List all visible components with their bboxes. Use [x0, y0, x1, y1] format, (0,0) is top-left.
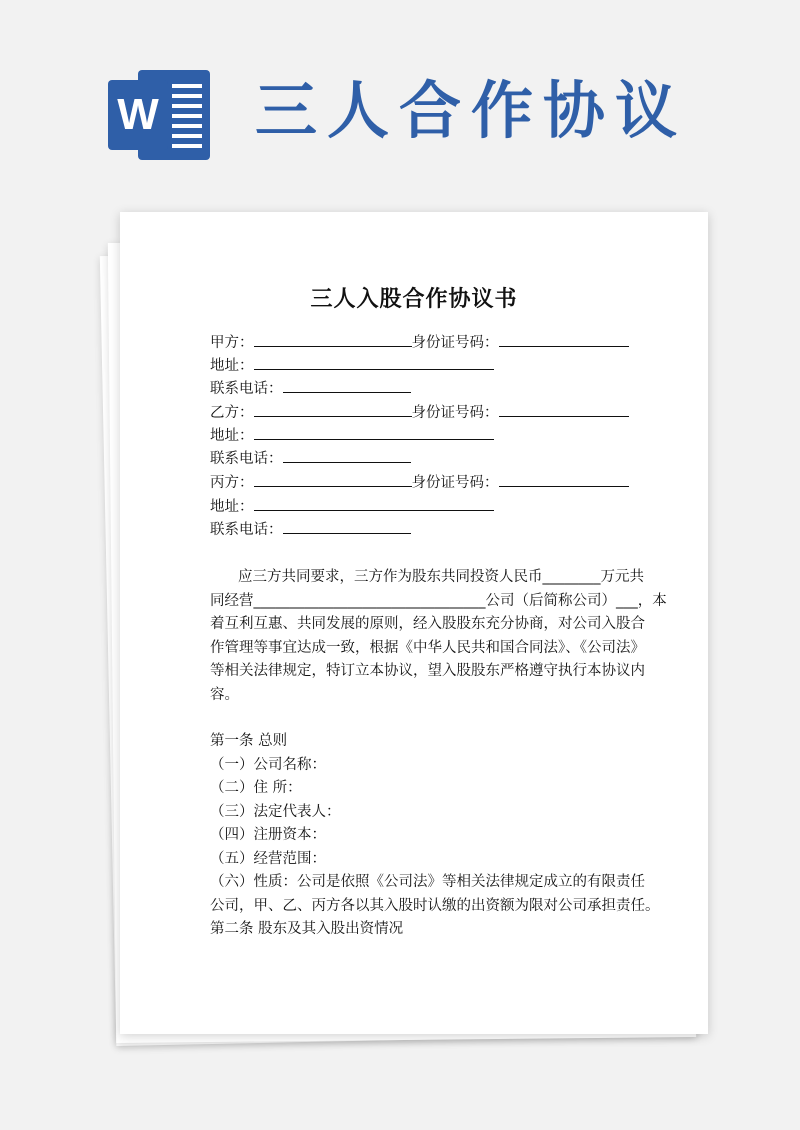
word-document-icon — [108, 70, 212, 162]
article-1-heading: 第一条 总则 — [210, 733, 288, 749]
party-c-address-row — [210, 496, 494, 519]
party-a-id-field[interactable] — [499, 332, 629, 347]
article-1-item: （四）注册资本： — [210, 827, 326, 843]
party-a-phone-label: 联系电话： — [210, 381, 283, 397]
party-a-phone-row — [210, 378, 411, 401]
party-a-id-label: 身份证号码： — [411, 335, 499, 351]
article-2-heading: 第二条 股东及其入股出资情况 — [210, 921, 404, 937]
article-1-item: （六）性质：公司是依照《公司法》等相关法律规定成立的有限责任 — [210, 874, 645, 890]
party-a-label: 甲方： — [210, 335, 254, 351]
party-a-row — [210, 332, 629, 355]
article-1-item: （三）法定代表人： — [210, 803, 341, 820]
article-1-item: （一）公司名称： — [210, 756, 326, 773]
intro-line: 着互利互惠、共同发展的原则，经入股股东充分协商，对公司入股合 — [210, 616, 645, 632]
party-b-phone-row — [210, 448, 411, 471]
document-title: 三人入股合作协议书 — [310, 287, 518, 312]
article-1 — [210, 730, 660, 942]
party-b-address-field[interactable] — [254, 425, 494, 440]
party-c-phone-field[interactable] — [283, 519, 411, 534]
article-1-item: 公司，甲、乙、丙方各以其入股时认缴的出资额为限对公司承担责任。 — [210, 897, 660, 914]
party-c-id-field[interactable] — [499, 472, 629, 487]
party-b-id-field[interactable] — [499, 402, 629, 417]
party-c-label: 丙方： — [210, 475, 254, 491]
party-c-id-label: 身份证号码： — [411, 475, 499, 491]
party-a-address-field[interactable] — [254, 355, 494, 370]
party-c-phone-row — [210, 519, 411, 542]
party-c-name-field[interactable] — [254, 472, 412, 487]
party-b-name-field[interactable] — [254, 402, 412, 417]
party-a-phone-field[interactable] — [283, 378, 411, 393]
party-b-address-row — [210, 425, 494, 448]
party-b-address-label: 地址： — [210, 428, 254, 444]
page-title: 三人合作协议 — [255, 74, 688, 147]
party-b-label: 乙方： — [210, 405, 254, 421]
party-a-address-row — [210, 355, 494, 378]
party-c-address-label: 地址： — [210, 499, 254, 515]
party-a-address-label: 地址： — [210, 358, 254, 374]
party-a-name-field[interactable] — [254, 332, 412, 347]
intro-line: 作管理等事宜达成一致，根据《中华人民共和国合同法》、《公司法》 — [210, 639, 645, 656]
party-b-id-label: 身份证号码： — [411, 405, 499, 421]
intro-line: 等相关法律规定，特订立本协议，望入股股东严格遵守执行本协议内 — [210, 663, 645, 679]
party-c-phone-label: 联系电话： — [210, 522, 283, 538]
intro-line: 同经营________________________________公司（后简称公司）___，本 — [210, 592, 667, 609]
document-page — [120, 212, 708, 1034]
article-1-item: （二）住 所： — [210, 780, 302, 796]
party-b-phone-field[interactable] — [283, 448, 411, 463]
header — [0, 0, 800, 200]
party-c-address-field[interactable] — [254, 496, 494, 511]
word-icon-letter: W — [108, 80, 168, 150]
intro-paragraph — [210, 566, 667, 707]
party-b-phone-label: 联系电话： — [210, 451, 283, 467]
article-1-item: （五）经营范围： — [210, 850, 326, 867]
party-b-row — [210, 402, 629, 425]
intro-line: 应三方共同要求，三方作为股东共同投资人民币________万元共 — [238, 569, 644, 585]
intro-line: 容。 — [210, 686, 239, 703]
party-c-row — [210, 472, 629, 495]
